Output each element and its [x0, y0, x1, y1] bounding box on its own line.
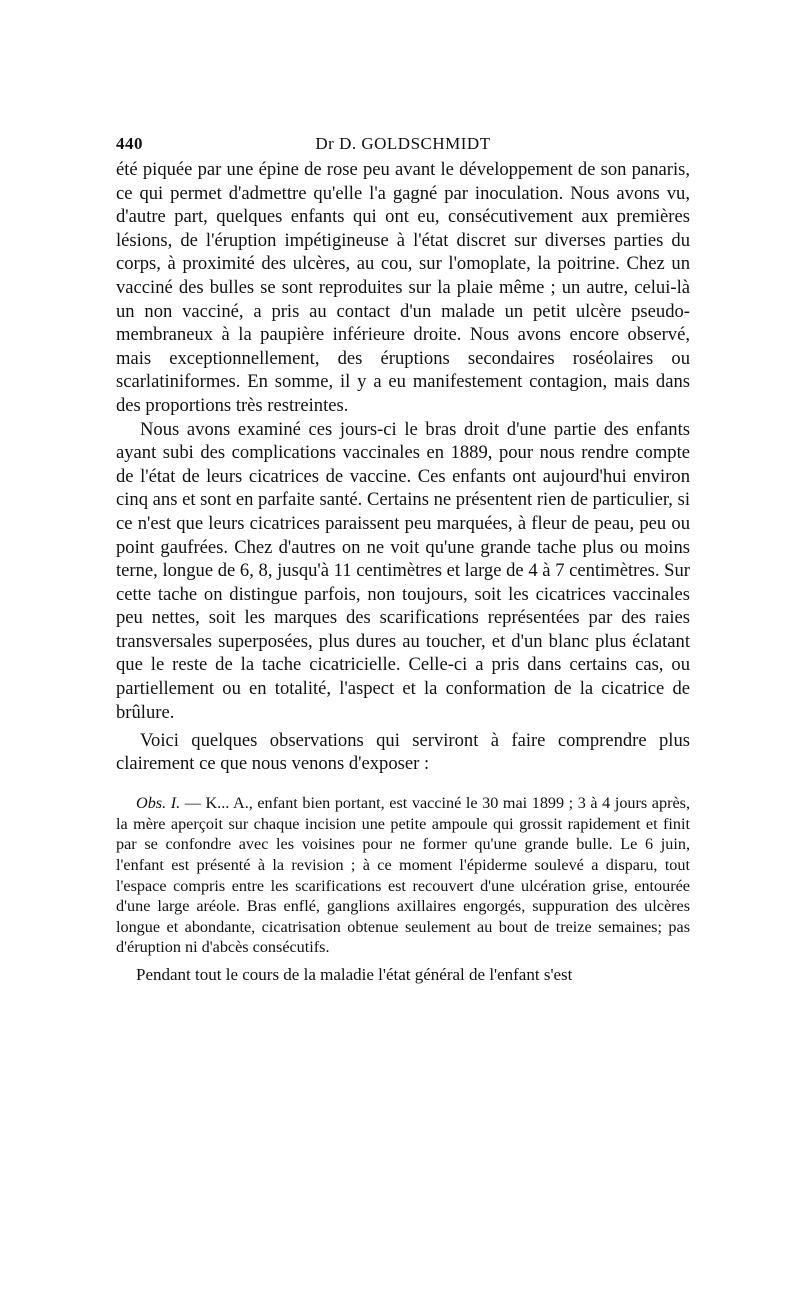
paragraph-continued: été piquée par une épine de rose peu avant le développement de son panaris, ce qui permet d'admettre qu'elle l'a gagné par inoculation. Nous avons vu, d'autre part, quelques enfants qui ont eu, consécutivement aux premières lésions, de l'éruption impétigineuse à l'état discret sur diverses parties du corps, à proximité des ulcères, au cou, sur l'omoplate, la poitrine. Chez un vacciné des bulles se sont reproduites sur la plaie même ; un autre, celui-là un non vacciné, a pris au contact d'un malade un petit ulcère pseudo-membraneux à la paupière inférieure droite. Nous avons encore observé, mais exceptionnellement, des éruptions secondaires roséolaires ou scarlatiniformes. En somme, il y a eu manifestement contagion, mais dans des proportions très restreintes. [116, 159, 690, 416]
observation-block [116, 793, 690, 986]
running-head [116, 128, 690, 158]
observation-1 [116, 793, 690, 958]
paragraph-observations-intro: Voici quelques observations qui serviront à faire comprendre plus clairement ce que nous venons d'exposer : [116, 730, 690, 775]
page-number: 440 [116, 134, 143, 153]
paragraph-cicatrices: Nous avons examiné ces jours-ci le bras droit d'une partie des enfants ayant subi des complications vaccinales en 1889, pour nous rendre compte de l'état de leurs cicatrices de vaccine. Ces enfants ont aujourd'hui environ cinq ans et sont en parfaite santé. Certains ne présentent rien de particulier, si ce n'est que leurs cicatrices paraissent peu marquées, à fleur de peau, peu ou point gaufrées. Chez d'autres on ne voit qu'une grande tache plus ou moins terne, longue de 6, 8, jusqu'à 11 centimètres et large de 4 à 7 centimètres. Sur cette tache on distingue parfois, non toujours, soit les cicatrices vaccinales peu nettes, soit les marques des scarifications représentées par des raies transversales superposées, plus dures au toucher, et d'un blanc plus éclatant que le reste de la tache cicatricielle. Celle-ci a pris dans certains cas, ou partiellement ou en totalité, l'aspect et la conformation de la cicatrice de brûlure. [116, 418, 690, 723]
observation-text: — K... A., enfant bien portant, est vacciné le 30 mai 1899 ; 3 à 4 jours après, la mère aperçoit sur chaque incision une petite ampoule qui grossit rapidement et finit par se confondre avec les voisines pour ne former qu'une grande bulle. Le 6 juin, l'enfant est présenté à la revision ; à ce moment l'épiderme soulevé a disparu, tout l'espace compris entre les scarifications est recouvert d'une ulcération grise, entourée d'une large aréole. Bras enflé, ganglions axillaires engorgés, suppuration des ulcères longue et abondante, cicatrisation obtenue seulement au bout de treize semaines; pas d'éruption ni d'abcès consécutifs. [116, 794, 690, 957]
running-title: Dr D. GOLDSCHMIDT [315, 134, 491, 153]
book-page [116, 128, 690, 986]
main-text [116, 158, 690, 775]
observation-continuation: Pendant tout le cours de la maladie l'état général de l'enfant s'est [136, 965, 573, 984]
observation-label: Obs. I. [136, 794, 181, 813]
